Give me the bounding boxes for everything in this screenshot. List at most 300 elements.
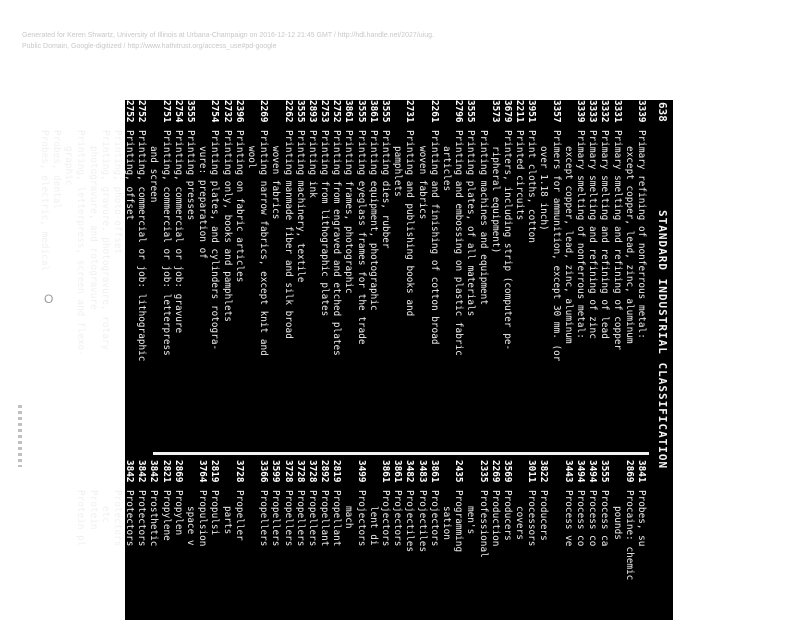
- industry-description: pounds: [611, 506, 623, 540]
- header-line-1: Generated for Keren Shwartz, University of Illinois at Urbana-Champaign on 2016-12-12 21:45 GMT / http://hdl.handle.net/2027/uiug.: [22, 32, 434, 39]
- industry-description: Processors: [526, 490, 538, 547]
- sic-code: 2396: [233, 100, 245, 123]
- sic-code: [367, 460, 379, 490]
- sic-code: 2754: [209, 100, 221, 123]
- sic-code: 3861: [343, 100, 355, 123]
- sic-code: 3861: [392, 460, 404, 483]
- industry-description: Programming: [453, 490, 465, 553]
- left-index-entry: [367, 100, 379, 448]
- right-index-entry: [391, 460, 403, 620]
- sic-code: [550, 460, 562, 490]
- industry-description: Printing frames, photographic: [343, 130, 355, 294]
- industry-description: Propellers: [258, 490, 270, 547]
- right-index-entry: [355, 460, 367, 620]
- right-index-entry: [464, 460, 476, 620]
- sic-code: 2262: [282, 100, 294, 123]
- industry-description: Propellers: [270, 490, 282, 547]
- left-index-entry: [355, 100, 367, 448]
- sic-code: 3728: [282, 460, 294, 483]
- sic-code: 3555: [599, 460, 611, 483]
- industry-description: Printing plates, and cylinders rotogra-: [209, 130, 221, 351]
- left-index-entry: [208, 100, 220, 448]
- industry-description: Printing and embossing on plastic fabric: [453, 130, 465, 356]
- left-index-entry: [452, 100, 464, 448]
- sic-code: 3822: [538, 460, 550, 483]
- left-index-entry: [415, 100, 427, 448]
- sic-code: 2435: [453, 460, 465, 483]
- industry-description: Protein pl: [75, 490, 87, 547]
- sic-code: 2269: [258, 100, 270, 123]
- sic-code: [562, 100, 574, 130]
- right-index-entry: [135, 460, 147, 620]
- industry-description: Printing and finishing of cotton broad: [428, 130, 440, 345]
- right-index-entry: [415, 460, 427, 620]
- industry-description: Printing, commercial or job: gravure: [172, 130, 184, 334]
- sic-code: 3357: [550, 100, 562, 123]
- industry-description: photogravure, and rotogravure: [87, 146, 99, 310]
- right-index-entry: [245, 460, 257, 620]
- industry-description: Printed circuits: [514, 130, 526, 221]
- sic-code: [440, 100, 452, 130]
- sic-code: [537, 100, 549, 130]
- sic-code: [86, 100, 98, 130]
- sic-code: 2269: [489, 460, 501, 483]
- industry-description: Producers: [501, 490, 513, 541]
- industry-description: Projectors: [380, 490, 392, 547]
- right-index-entry: [123, 460, 135, 620]
- left-index-entry: [38, 100, 50, 448]
- industry-description: Procaine: chemic: [623, 490, 635, 581]
- sic-code: 3841: [38, 100, 50, 123]
- sic-code: 2211: [514, 100, 526, 123]
- industry-description: Printing, commercial or job: letterpress: [160, 130, 172, 356]
- page-header: [653, 100, 669, 620]
- left-index-entry: [281, 100, 293, 448]
- sic-code: [269, 100, 281, 130]
- left-index-entry: [135, 100, 147, 448]
- right-index-entry: [476, 460, 488, 620]
- left-index-entry: [245, 100, 257, 448]
- industry-description: Probes, su: [636, 490, 647, 547]
- right-index-entry: [610, 460, 622, 620]
- right-index-entry: [403, 460, 415, 620]
- sic-code: 3483: [416, 460, 428, 483]
- right-index-entry: [208, 460, 220, 620]
- left-index-entry: [330, 100, 342, 448]
- digitization-header: [22, 30, 542, 52]
- sic-code: 3555: [355, 100, 367, 123]
- right-index-entry: [86, 460, 98, 620]
- scan-speck: O: [44, 292, 54, 306]
- sic-code: 3339: [575, 100, 587, 123]
- industry-description: Primary smelting of nonferrous metal:: [575, 130, 587, 339]
- sic-code: 3499: [355, 460, 367, 483]
- industry-description: Printers, including strip (computer pe-: [501, 130, 513, 351]
- right-index-entry: [281, 460, 293, 620]
- industry-description: [245, 490, 257, 620]
- industry-description: Printing on fabric articles: [233, 130, 245, 283]
- right-index-column: [75, 460, 647, 620]
- industry-description: space v: [185, 506, 197, 546]
- industry-description: Printing, offset: [124, 130, 136, 221]
- industry-description: graphic: [63, 146, 75, 186]
- industry-description: Printing, commercial or job: lithographic: [136, 130, 148, 362]
- sic-code: 2821: [75, 460, 87, 483]
- industry-description: Print cloths, cotton: [526, 130, 538, 243]
- right-index-entry: [318, 460, 330, 620]
- sic-code: 2261: [428, 100, 440, 123]
- industry-description: Propellers: [282, 490, 294, 547]
- sic-code: 2753: [319, 100, 331, 123]
- sic-code: 3842: [124, 460, 136, 483]
- industry-description: Printing presses: [185, 130, 197, 221]
- right-index-entry: [294, 460, 306, 620]
- industry-description: Primers for ammunition, except 30 mm. (or: [550, 130, 562, 362]
- right-index-entry: [598, 460, 610, 620]
- sic-code: 2819: [331, 460, 343, 483]
- sic-code: 3366: [258, 460, 270, 483]
- industry-description: Projectors: [392, 490, 404, 547]
- left-index-entry: [342, 100, 354, 448]
- header-line-2: Public Domain, Google-digitized / http://www.hathitrust.org/access_use#pd-google: [22, 43, 277, 50]
- sic-code: 3555: [465, 100, 477, 123]
- right-index-entry: [99, 460, 111, 620]
- sic-code: 3764: [197, 460, 209, 483]
- sic-code: [99, 460, 111, 490]
- sic-code: 2754: [172, 100, 184, 123]
- sic-code: [440, 460, 452, 490]
- right-index-entry: [367, 460, 379, 620]
- left-index-entry: [562, 100, 574, 448]
- sic-code: [513, 460, 525, 490]
- left-index-entry: [550, 100, 562, 448]
- right-index-entry: [550, 460, 562, 620]
- right-index-entry: [489, 460, 501, 620]
- left-index-entry: [379, 100, 391, 448]
- left-index-entry: [513, 100, 525, 448]
- sic-code: 3841: [636, 460, 647, 483]
- industry-description: Propylen: [172, 490, 184, 536]
- binding-edge-mark: [18, 405, 22, 467]
- right-index-entry: [172, 460, 184, 620]
- right-index-entry: [623, 460, 635, 620]
- sic-code: 3332: [599, 100, 611, 123]
- right-index-entry: [635, 460, 647, 620]
- sic-code: 3599: [270, 460, 282, 483]
- industry-description: Printing from lithographic plates: [319, 130, 331, 317]
- sic-code: 2751: [75, 100, 87, 123]
- left-index-entry: [501, 100, 513, 448]
- industry-description: Process ca: [599, 490, 611, 547]
- right-index-entry: [306, 460, 318, 620]
- sic-code: 3951: [526, 100, 538, 123]
- sic-code: [476, 100, 488, 130]
- right-index-entry: [330, 460, 342, 620]
- sic-code: 3728: [306, 460, 318, 483]
- right-index-entry: [501, 460, 513, 620]
- industry-description: woven fabrics: [270, 146, 282, 220]
- industry-description: Projectors: [355, 490, 367, 547]
- industry-description: Printing, gravure, photogravure, rotary: [99, 130, 111, 351]
- industry-description: Protectors: [124, 490, 136, 547]
- left-index-entry: [635, 100, 647, 448]
- industry-description: Projectiles: [404, 490, 416, 553]
- sic-code: 3494: [587, 460, 599, 483]
- industry-description: parts: [221, 506, 233, 535]
- sic-code: 3643: [111, 460, 123, 483]
- right-index-entry: [537, 460, 549, 620]
- sic-code: [342, 460, 354, 490]
- sic-code: 2869: [623, 460, 635, 483]
- right-index-entry: [233, 460, 245, 620]
- industry-description: except copper, lead, zinc, aluminum: [623, 146, 635, 344]
- right-index-entry: [220, 460, 232, 620]
- left-index-entry: [160, 100, 172, 448]
- sic-code: [610, 460, 622, 490]
- industry-description: Primary smelting and refining of lead: [599, 130, 611, 339]
- sic-code: 3555: [294, 100, 306, 123]
- left-index-entry: [172, 100, 184, 448]
- rotated-page-content: [38, 100, 673, 620]
- industry-description: Primary smelting and refining of copper: [611, 130, 623, 351]
- industry-description: Propeller: [233, 490, 245, 541]
- sic-code: [464, 460, 476, 490]
- right-index-entry: [440, 460, 452, 620]
- left-index-entry: [86, 100, 98, 448]
- left-index-entry: [623, 100, 635, 448]
- left-index-entry: [440, 100, 452, 448]
- sic-code: 3482: [404, 460, 416, 483]
- industry-description: men's: [465, 506, 477, 535]
- industry-description: Probes, dental: [51, 130, 62, 210]
- sic-code: 2892: [319, 460, 331, 483]
- sic-code: [196, 100, 208, 130]
- industry-description: Projectors: [428, 490, 440, 547]
- sic-code: 2869: [172, 460, 184, 483]
- sic-code: 3861: [380, 460, 392, 483]
- right-index-entry: [379, 460, 391, 620]
- sic-code: 2821: [160, 460, 172, 483]
- left-index-entry: [99, 100, 111, 448]
- industry-description: mach: [343, 506, 355, 529]
- sic-code: 3573: [489, 100, 501, 123]
- industry-description: Process ve: [562, 490, 574, 547]
- sic-code: 2752: [111, 100, 123, 123]
- left-index-entry: [586, 100, 598, 448]
- left-index-entry: [464, 100, 476, 448]
- left-index-entry: [74, 100, 86, 448]
- left-index-entry: [220, 100, 232, 448]
- right-index-entry: [160, 460, 172, 620]
- industry-description: Protectors: [111, 490, 123, 547]
- left-index-entry: [610, 100, 622, 448]
- industry-description: woven fabrics: [416, 146, 428, 220]
- sic-code: 2752: [124, 100, 136, 123]
- sic-code: 3843: [51, 100, 62, 123]
- sic-code: 2893: [306, 100, 318, 123]
- industry-description: and screen: [148, 146, 160, 203]
- sic-code: 3333: [587, 100, 599, 123]
- right-index-entry: [257, 460, 269, 620]
- left-index-entry: [428, 100, 440, 448]
- sic-code: 3569: [501, 460, 513, 483]
- sic-code: [415, 100, 427, 130]
- industry-description: covers: [514, 506, 526, 540]
- industry-description: Prosthetic: [148, 490, 160, 547]
- right-index-entry: [525, 460, 537, 620]
- page-title: STANDARD INDUSTRIAL CLASSIFICATION: [656, 210, 669, 470]
- sic-code: [245, 460, 257, 490]
- right-index-entry: [196, 460, 208, 620]
- sic-code: 3443: [562, 460, 574, 483]
- sic-code: 3861: [367, 100, 379, 123]
- sic-code: 3494: [575, 460, 587, 483]
- industry-description: Printing dies, rubber: [380, 130, 392, 249]
- industry-description: Printing narrow fabrics, except knit and: [258, 130, 270, 356]
- industry-description: Printing equipment, photographic: [367, 130, 379, 311]
- sic-code: 2752: [136, 100, 148, 123]
- sic-code: [623, 100, 635, 130]
- sic-code: 3842: [148, 460, 160, 483]
- left-index-entry: [537, 100, 549, 448]
- sic-code: 2335: [477, 460, 489, 483]
- sic-code: 2751: [160, 100, 172, 123]
- left-index-entry: [147, 100, 159, 448]
- left-index-entry: [111, 100, 123, 448]
- left-index-entry: [50, 100, 62, 448]
- industry-description: Propulsion: [197, 490, 209, 547]
- sic-code: 3011: [526, 460, 538, 483]
- sic-code: 3339: [636, 100, 647, 123]
- sic-code: 3679: [501, 100, 513, 123]
- sic-code: [220, 460, 232, 490]
- industry-description: Propylene: [160, 490, 172, 541]
- scanned-page: [38, 100, 673, 620]
- industry-description: Primary smelting and refining of zinc: [587, 130, 599, 339]
- right-index-entry: [574, 460, 586, 620]
- industry-description: etc: [99, 506, 111, 523]
- industry-description: Printing from engraved and etched plates: [331, 130, 343, 356]
- industry-description: Propellers: [306, 490, 318, 547]
- sic-code: 2819: [209, 460, 221, 483]
- industry-description: Printing manmade fiber and silk broad: [282, 130, 294, 339]
- sic-code: 3555: [380, 100, 392, 123]
- industry-description: Protein: [87, 490, 99, 530]
- industry-description: Printing eyeglass frames for the trade: [355, 130, 367, 345]
- left-index-entry: [489, 100, 501, 448]
- industry-description: pamphlets: [392, 146, 404, 197]
- industry-description: Printing only, books and pamphlets: [221, 130, 233, 322]
- industry-description: sation: [441, 506, 452, 540]
- industry-description: Production: [489, 490, 501, 547]
- industry-description: Propellant: [319, 490, 331, 547]
- sic-code: 3331: [611, 100, 623, 123]
- industry-description: articles: [441, 146, 452, 192]
- sic-code: 3728: [233, 460, 245, 483]
- industry-description: ripheral equipment): [489, 146, 501, 254]
- right-index-entry: [147, 460, 159, 620]
- industry-description: Printing plates, of all materials: [465, 130, 477, 317]
- left-index-entry: [574, 100, 586, 448]
- sic-code: 2754: [99, 100, 111, 123]
- right-index-entry: [586, 460, 598, 620]
- industry-description: Producers: [538, 490, 550, 541]
- sic-code: 3728: [294, 460, 306, 483]
- left-index-entry: [318, 100, 330, 448]
- industry-description: Process co: [587, 490, 599, 547]
- industry-description: over 1.18 inch): [538, 146, 550, 231]
- industry-description: [550, 490, 562, 620]
- right-index-entry: [428, 460, 440, 620]
- right-index-entry: [562, 460, 574, 620]
- left-index-entry: [269, 100, 281, 448]
- right-index-entry: [74, 460, 86, 620]
- left-index-entry: [294, 100, 306, 448]
- left-index-entry: [598, 100, 610, 448]
- left-index-entry: [196, 100, 208, 448]
- column-divider: [153, 452, 649, 455]
- industry-description: Professional: [477, 490, 489, 558]
- industry-description: except copper, lead, zinc, aluminum: [562, 146, 574, 344]
- left-index-entry: [525, 100, 537, 448]
- industry-description: Probes, electric, medical: [38, 130, 50, 272]
- sic-code: 2752: [331, 100, 343, 123]
- page-number: 638: [656, 102, 669, 122]
- industry-description: Protectors: [136, 490, 148, 547]
- sic-code: 3861: [428, 460, 440, 483]
- sic-code: [184, 460, 196, 490]
- industry-description: Printing machines and equipment: [477, 130, 489, 305]
- industry-description: Printing, letterpress, screen and flexo-: [75, 130, 87, 356]
- sic-code: 3842: [136, 460, 148, 483]
- sic-code: 3555: [185, 100, 197, 123]
- industry-description: Propellant: [331, 490, 343, 547]
- sic-code: [245, 100, 257, 130]
- left-index-entry: [391, 100, 403, 448]
- right-index-entry: [452, 460, 464, 620]
- industry-description: Printing and publishing books and: [404, 130, 416, 317]
- sic-code: [62, 100, 74, 130]
- right-index-entry: [513, 460, 525, 620]
- industry-description: lent di: [367, 506, 379, 546]
- left-index-entry: [184, 100, 196, 448]
- industry-description: wool: [246, 146, 257, 169]
- left-index-column: [38, 100, 647, 448]
- right-index-entry: [342, 460, 354, 620]
- left-index-entry: [257, 100, 269, 448]
- left-index-entry: [403, 100, 415, 448]
- industry-description: Printing ink: [306, 130, 318, 198]
- sic-code: 2796: [453, 100, 465, 123]
- industry-description: Primary refining of nonferrous metal:: [636, 130, 647, 339]
- sic-code: 2834: [87, 460, 99, 483]
- right-index-entry: [111, 460, 123, 620]
- left-index-entry: [233, 100, 245, 448]
- industry-description: Printing machinery, textile: [294, 130, 306, 283]
- left-index-entry: [476, 100, 488, 448]
- sic-code: 2731: [404, 100, 416, 123]
- left-index-entry: [306, 100, 318, 448]
- left-index-entry: [123, 100, 135, 448]
- industry-description: Propellers: [294, 490, 306, 547]
- right-index-entry: [269, 460, 281, 620]
- industry-description: Projectiles: [416, 490, 428, 553]
- right-index-entry: [184, 460, 196, 620]
- sic-code: [391, 100, 403, 130]
- industry-description: Propulsi: [209, 490, 221, 536]
- industry-description: Printing, photo-offset: [111, 130, 123, 255]
- industry-description: Process co: [575, 490, 587, 547]
